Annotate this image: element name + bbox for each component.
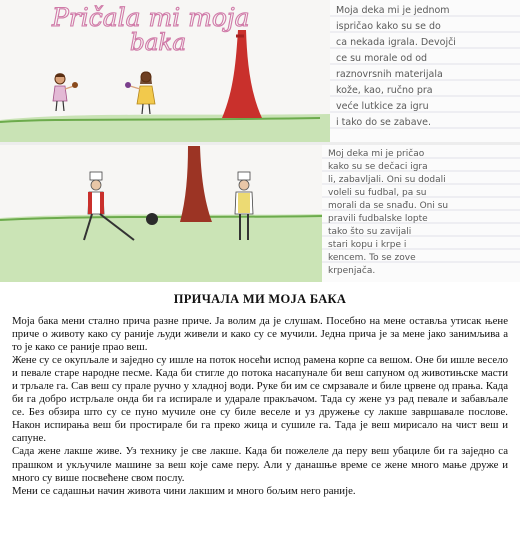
- story-paragraph: Сада жене лакше живе. Уз технику је све лакше. Када би пожелеле да перу веш убациле би га заједно са прашком и укључиле машине за веш које саме перу. Али у данашње време се жене много мање друже и много су више посвећене свом послу.: [12, 445, 508, 484]
- story-title: ПРИЧАЛА МИ МОЈА БАКА: [173, 292, 347, 306]
- note-top-line: ispričao kako su se do: [336, 21, 441, 32]
- story-paragraph: Жене су се окупљале и заједно су ишле на поток носећи испод рамена корпе са вешом. Оне би ишле весело и певале старе народне песме. Када би стигле до потока насапунале би веш сапуном од животињске масти и трљале га. Сав веш су прале ручно у хладној води. Руке би им се смрзавале и биле црвене од прања. Када би га добро истрљале онда би га испирале и ударале пракљачом. Тада су жене уз рад певале и забављале се. Без обзира што су се пуно мучиле оне су биле веселе и уз дружење су лакше завршавале послове. Након испирања веш би простирале би га преко жица и сушиле га. Тада је веш мирисало на чист веш и сапуне.: [12, 354, 508, 445]
- note-bottom-line: tako što su zavijali: [328, 227, 412, 237]
- note-top-line: raznovrsnih materijala: [336, 69, 443, 80]
- note-top-line: kože, kao, ručno pra: [336, 85, 433, 96]
- drawing-title-line1: Pričala mi moja: [52, 3, 250, 32]
- story-paragraph: Моја бака мени стално прича разне приче. Ја волим да је слушам. Посебно на мене оставља утисак њене приче о животу како су раније људи живели и како су се мучили. Једна прича је за мене јако занимљива а то је како се раније прао веш.: [12, 315, 508, 354]
- note-top-line: i tako do se zabave.: [336, 117, 432, 128]
- note-top-line: ce su morale od od: [336, 53, 428, 64]
- scene-divider: [0, 142, 520, 145]
- note-bottom-line: morali da se snađu. Oni su: [328, 201, 449, 211]
- story-body: [0, 315, 520, 498]
- story-document: [0, 288, 520, 498]
- note-bottom-line: Moj deka mi je pričao: [328, 149, 425, 159]
- note-bottom-line: kencem. To se zove: [328, 253, 416, 263]
- story-paragraph: Мени се садашњи начин живота чини лакшим и много бољим него раније.: [12, 484, 356, 497]
- note-top-line: Moja deka mi je jednom: [336, 5, 450, 16]
- ball: [146, 213, 158, 225]
- note-top-line: veće lutkice za igru: [336, 101, 429, 112]
- note-bottom-line: krpenjača.: [328, 266, 376, 276]
- note-bottom-line: kako su se dečaci igra: [328, 162, 428, 172]
- note-bottom-line: voleli su fudbal, pa su: [328, 188, 427, 198]
- note-bottom-line: stari kopu i krpe i: [328, 240, 407, 250]
- note-bottom-line: li, zabavljali. Oni su dodali: [328, 175, 446, 185]
- note-bottom-line: pravili fudbalske lopte: [328, 214, 428, 224]
- note-top-line: ca nekada igrala. Devojči: [336, 37, 456, 48]
- bottom-grass: [0, 214, 325, 282]
- drawing-title-line2: baka: [130, 30, 187, 56]
